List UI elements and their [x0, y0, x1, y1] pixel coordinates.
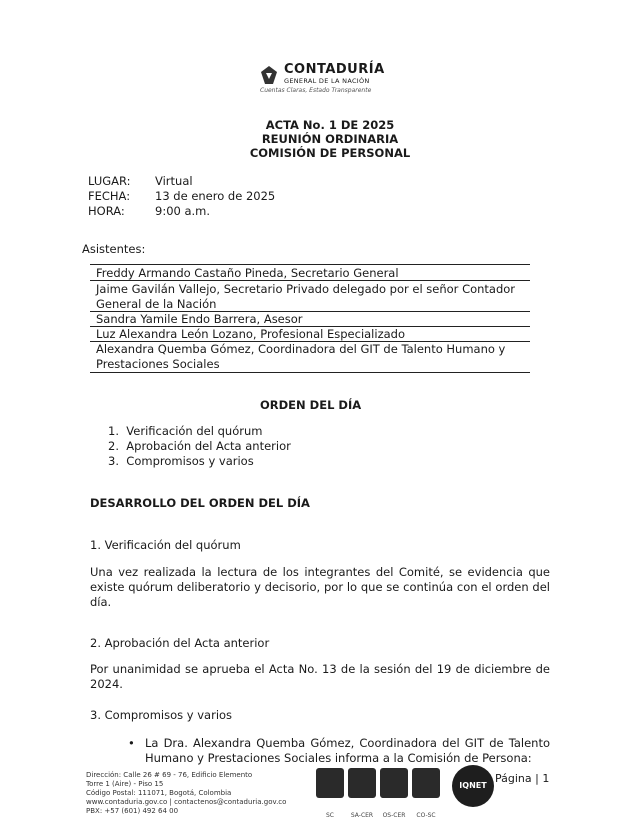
section-2-text: Por unanimidad se aprueba el Acta No. 13 de la sesión del 19 de diciembre de 2024.: [90, 662, 550, 691]
agenda-item: [108, 439, 291, 454]
logo-subtitle: GENERAL DE LA NACIÓN: [284, 77, 370, 85]
divider: [90, 264, 530, 265]
certification-seal-icon: [348, 768, 376, 798]
doc-title-line1: ACTA No. 1 DE 2025: [265, 118, 395, 132]
seal-label: CO-SC: [416, 812, 436, 819]
footer-postal: Código Postal: 111071, Bogotá, Colombia: [86, 789, 232, 797]
section-1-text: Una vez realizada la lectura de los integrantes del Comité, se evidencia que existe quórum deliberatorio y decisorio, por lo que se continúa con el orden del día.: [90, 565, 550, 609]
lugar-value: Virtual: [155, 174, 193, 188]
section-2-title: 2. Aprobación del Acta anterior: [90, 636, 270, 650]
divider: [90, 280, 530, 281]
footer-address: Dirección: Calle 26 # 69 - 76, Edificio Elemento: [86, 771, 253, 779]
agenda-item-text: Verificación del quórum: [126, 424, 263, 438]
agenda-title: ORDEN DEL DÍA: [260, 398, 362, 412]
footer-tower: Torre 1 (Aire) - Piso 15: [86, 780, 164, 788]
bullet-icon: •: [128, 736, 135, 750]
doc-title-line3: COMISIÓN DE PERSONAL: [249, 146, 411, 160]
contaduria-logo-icon: [258, 64, 280, 86]
certification-seal-icon: [412, 768, 440, 798]
iqnet-label: IQNET: [459, 781, 487, 790]
agenda-item: [108, 424, 262, 439]
section-3-title: 3. Compromisos y varios: [90, 708, 233, 722]
fecha-label: FECHA:: [88, 189, 131, 203]
agenda-item-text: Compromisos y varios: [126, 454, 254, 468]
section-1-title: 1. Verificación del quórum: [90, 538, 241, 552]
agenda-number: 3.: [108, 454, 127, 468]
logo-title: CONTADURÍA: [284, 62, 385, 77]
attendee-item: Jaime Gavilán Vallejo, Secretario Privado delegado por el señor Contador General de la Nación: [96, 282, 516, 311]
attendees-label: Asistentes:: [82, 242, 146, 256]
agenda-item: [108, 454, 254, 469]
logo-tagline: Cuentas Claras, Estado Transparente: [260, 87, 372, 94]
divider: [90, 372, 530, 373]
attendee-item: Alexandra Quemba Gómez, Coordinadora del GIT de Talento Humano y Prestaciones Sociales: [96, 342, 506, 371]
agenda-number: 1.: [108, 424, 127, 438]
attendee-item: Luz Alexandra León Lozano, Profesional Especializado: [96, 327, 405, 341]
footer-web: www.contaduria.gov.co | contactenos@contaduria.gov.co: [86, 798, 287, 806]
certification-seal-icon: [316, 768, 344, 798]
agenda-number: 2.: [108, 439, 127, 453]
section-3-bullet: La Dra. Alexandra Quemba Gómez, Coordinadora del GIT de Talento Humano y Prestaciones Sociales informa a la Comisión de Persona:: [145, 736, 550, 765]
attendee-item: Freddy Armando Castaño Pineda, Secretario General: [96, 266, 399, 280]
fecha-value: 13 de enero de 2025: [155, 189, 276, 203]
logo: [258, 62, 388, 102]
hora-label: HORA:: [88, 204, 125, 218]
seal-label: OS-CER: [382, 812, 406, 819]
page-number: Página | 1: [495, 772, 550, 785]
certification-seal-icon: [380, 768, 408, 798]
attendee-item: Sandra Yamile Endo Barrera, Asesor: [96, 312, 303, 326]
doc-title-line2: REUNIÓN ORDINARIA: [261, 132, 399, 146]
hora-value: 9:00 a.m.: [155, 204, 211, 218]
lugar-label: LUGAR:: [88, 174, 131, 188]
agenda-item-text: Aprobación del Acta anterior: [126, 439, 291, 453]
development-title: DESARROLLO DEL ORDEN DEL DÍA: [90, 496, 310, 510]
seal-label: SC: [326, 812, 334, 819]
footer-phone: PBX: +57 (601) 492 64 00: [86, 807, 179, 815]
seal-label: SA-CER: [350, 812, 374, 819]
